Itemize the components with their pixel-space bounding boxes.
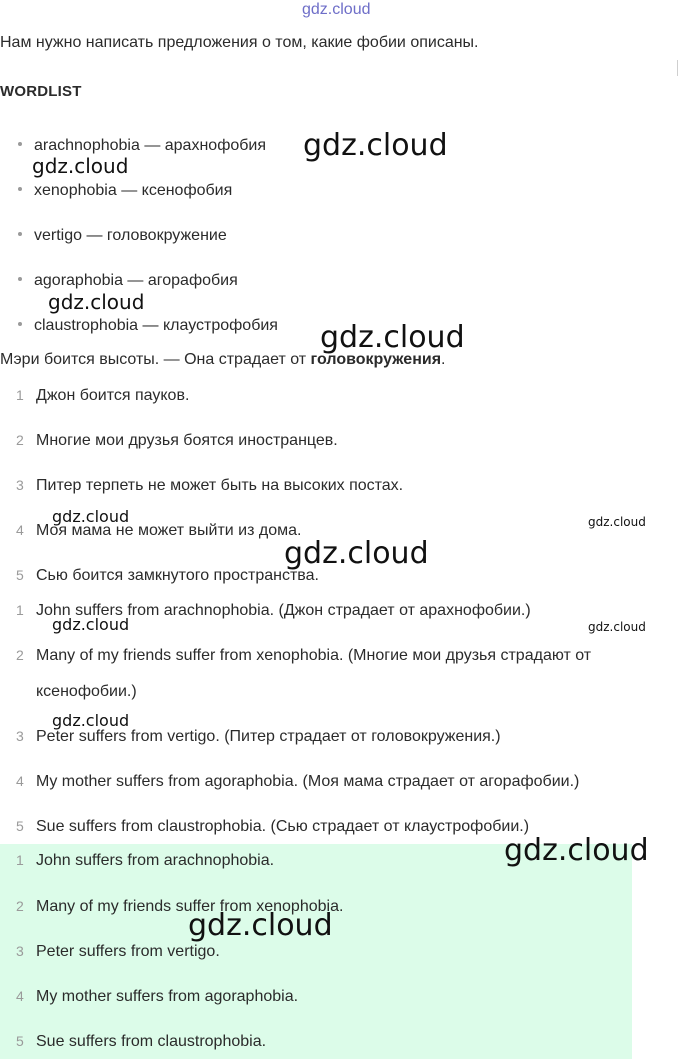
item-number: 5 [16, 567, 24, 583]
answer-item: 3 Peter suffers from vertigo. [16, 943, 220, 960]
watermark: gdz.cloud [504, 833, 649, 868]
watermark: gdz.cloud [588, 620, 646, 634]
watermark: gdz.cloud [588, 515, 646, 529]
watermark: gdz.cloud [284, 536, 429, 571]
answer-item: 5 Sue suffers from claustrophobia. [16, 1033, 267, 1050]
example-sentence: Мэри боится высоты. — Она страдает от головокружения. [0, 351, 446, 368]
item-number: 5 [16, 818, 24, 834]
item-number: 1 [16, 387, 24, 403]
wordlist-item: xenophobia — ксенофобия [18, 182, 232, 200]
bullet-icon [18, 187, 22, 191]
answer-item: 1 John suffers from arachnophobia. [16, 852, 275, 869]
translation-item: 2 Many of my friends suffer from xenophobia. (Многие мои друзья страдают от [16, 647, 592, 664]
wordlist-item: vertigo — головокружение [18, 227, 227, 245]
bullet-icon [18, 232, 22, 236]
translation-item: 1 John suffers from arachnophobia. (Джон страдает от арахнофобии.) [16, 602, 531, 619]
watermark: gdz.cloud [48, 290, 145, 314]
item-number: 4 [16, 522, 24, 538]
answer-item: 4 My mother suffers from agoraphobia. [16, 988, 299, 1005]
item-number: 5 [16, 1033, 24, 1049]
bullet-icon [18, 142, 22, 146]
task-item: 4 Моя мама не может выйти из дома. [16, 522, 302, 539]
item-number: 2 [16, 432, 24, 448]
item-number: 2 [16, 898, 24, 914]
translation-item: 5 Sue suffers from claustrophobia. (Сью страдает от клаустрофобии.) [16, 818, 530, 835]
watermark: gdz.cloud [188, 908, 333, 943]
wordlist-item: agoraphobia — агорафобия [18, 272, 238, 290]
wordlist-item: arachnophobia — арахнофобия [18, 137, 266, 155]
item-number: 3 [16, 477, 24, 493]
translation-item: 4 My mother suffers from agoraphobia. (Моя мама страдает от агорафобии.) [16, 773, 580, 790]
example-bold: головокружения [310, 351, 442, 368]
header-watermark: gdz.cloud [302, 1, 371, 18]
watermark: gdz.cloud [52, 507, 130, 526]
answer-item: 2 Many of my friends suffer from xenophobia. [16, 898, 344, 915]
task-item: 5 Сью боится замкнутого пространства. [16, 567, 319, 584]
watermark: gdz.cloud [320, 320, 465, 355]
wordlist-heading: WORDLIST [0, 83, 82, 100]
bullet-icon [18, 277, 22, 281]
watermark: gdz.cloud [32, 154, 129, 178]
item-number: 1 [16, 852, 24, 868]
watermark: gdz.cloud [303, 128, 448, 163]
translation-continuation: ксенофобии.) [36, 683, 137, 700]
watermark: gdz.cloud [52, 615, 130, 634]
scrollbar-mark[interactable] [677, 60, 678, 76]
wordlist-item: claustrophobia — клаустрофобия [18, 317, 278, 335]
item-number: 3 [16, 728, 24, 744]
item-number: 3 [16, 943, 24, 959]
intro-text: Нам нужно написать предложения о том, какие фобии описаны. [0, 34, 479, 51]
watermark: gdz.cloud [52, 711, 130, 730]
task-item: 1 Джон боится пауков. [16, 387, 190, 404]
translation-item: 3 Peter suffers from vertigo. (Питер страдает от головокружения.) [16, 728, 501, 745]
item-number: 1 [16, 602, 24, 618]
item-number: 4 [16, 773, 24, 789]
task-item: 2 Многие мои друзья боятся иностранцев. [16, 432, 338, 449]
task-item: 3 Питер терпеть не может быть на высоких постах. [16, 477, 404, 494]
item-number: 4 [16, 988, 24, 1004]
bullet-icon [18, 322, 22, 326]
item-number: 2 [16, 647, 24, 663]
